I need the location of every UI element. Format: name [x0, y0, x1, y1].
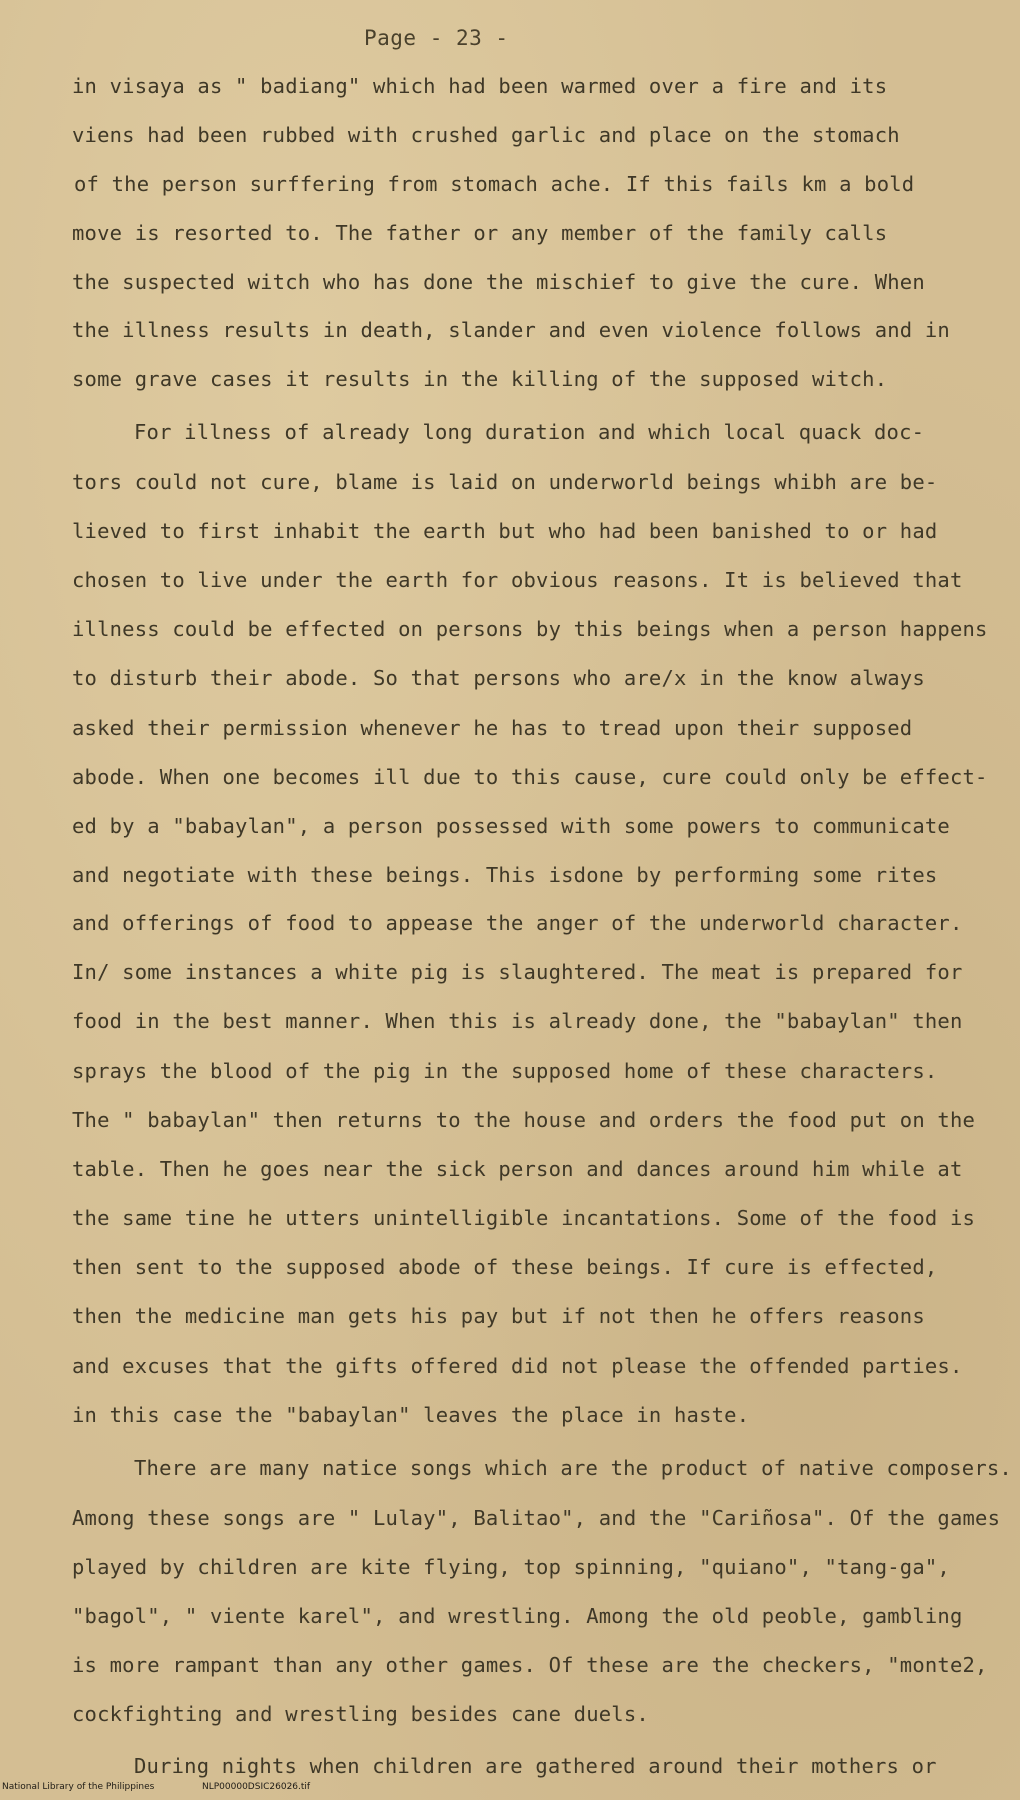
text-line: ed by a "babaylan", a person possessed with some powers to communicate: [72, 814, 950, 838]
text-line: to disturb their abode. So that persons who are/x in the know always: [72, 666, 925, 690]
text-line: move is resorted to. The father or any member of the family calls: [72, 221, 888, 245]
text-line: viens had been rubbed with crushed garlic and place on the stomach: [72, 123, 900, 147]
text-line: the same tine he utters unintelligible incantations. Some of the food is: [72, 1206, 976, 1230]
text-line: the illness results in death, slander and even violence follows and in: [72, 318, 950, 342]
text-line: tors could not cure, blame is laid on underworld beings whibh are be-: [72, 470, 938, 494]
text-line: "bagol", " viente karel", and wrestling. Among the old peoble, gambling: [72, 1604, 963, 1628]
text-line: abode. When one becomes ill due to this cause, cure could only be effect-: [72, 765, 988, 789]
scan-footer: [0, 1782, 1020, 1796]
text-line: food in the best manner. When this is already done, the "babaylan" then: [72, 1009, 963, 1033]
text-line: table. Then he goes near the sick person and dances around him while at: [72, 1157, 963, 1181]
text-line: the suspected witch who has done the mischief to give the cure. When: [72, 270, 925, 294]
text-line: sprays the blood of the pig in the supposed home of these characters.: [72, 1059, 938, 1083]
footer-file: NLP00000DSIC26026.tif: [202, 1782, 311, 1792]
text-line: in this case the "babaylan" leaves the place in haste.: [72, 1403, 750, 1427]
text-line: played by children are kite flying, top spinning, "quiano", "tang-ga",: [72, 1555, 950, 1579]
text-line: During nights when children are gathered around their mothers or: [134, 1754, 937, 1778]
text-line: In/ some instances a white pig is slaughtered. The meat is prepared for: [72, 960, 963, 984]
text-line: then sent to the supposed abode of these beings. If cure is effected,: [72, 1255, 938, 1279]
text-line: in visaya as " badiang" which had been warmed over a fire and its: [72, 74, 888, 98]
text-line: The " babaylan" then returns to the house and orders the food put on the: [72, 1108, 976, 1132]
text-line: then the medicine man gets his pay but if not then he offers reasons: [72, 1304, 925, 1328]
text-line: of the person surffering from stomach ache. If this fails km a bold: [74, 172, 915, 196]
text-line: is more rampant than any other games. Of these are the checkers, "monte2,: [72, 1653, 988, 1677]
text-line: There are many natice songs which are the product of native composers.: [134, 1456, 1012, 1480]
text-line: and excuses that the gifts offered did not please the offended parties.: [72, 1354, 963, 1378]
page-number: Page - 23 -: [364, 26, 509, 50]
text-line: and offerings of food to appease the anger of the underworld character.: [72, 911, 963, 935]
text-line: For illness of already long duration and which local quack doc-: [134, 420, 925, 444]
text-line: Among these songs are " Lulay", Balitao", and the "Cariñosa". Of the games: [72, 1506, 1001, 1530]
footer-source: National Library of the Philippines: [2, 1782, 155, 1792]
text-line: lieved to first inhabit the earth but who had been banished to or had: [72, 519, 938, 543]
text-line: some grave cases it results in the killing of the supposed witch.: [72, 367, 888, 391]
text-line: illness could be effected on persons by this beings when a person happens: [72, 617, 988, 641]
text-line: cockfighting and wrestling besides cane duels.: [72, 1702, 649, 1726]
text-line: and negotiate with these beings. This isdone by performing some rites: [72, 863, 938, 887]
text-line: asked their permission whenever he has to tread upon their supposed: [72, 716, 913, 740]
text-line: chosen to live under the earth for obvious reasons. It is believed that: [72, 568, 963, 592]
